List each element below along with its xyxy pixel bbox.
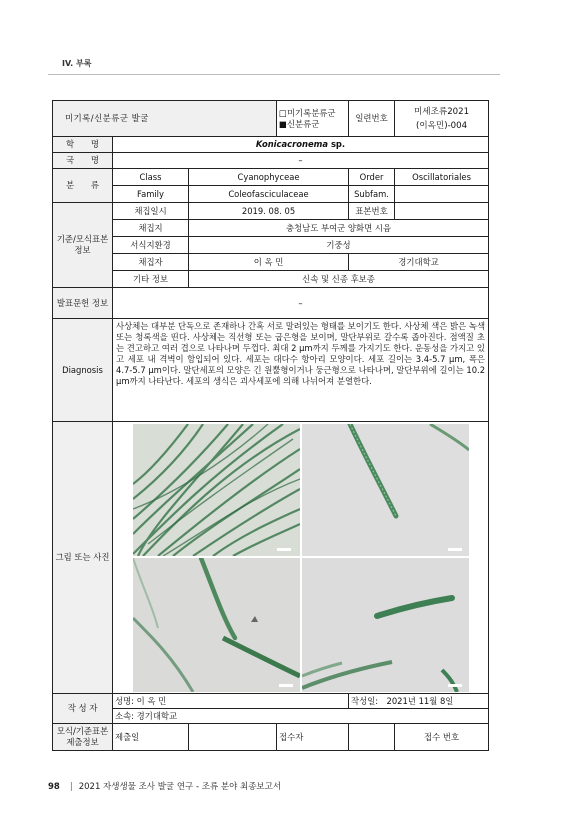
footer-title: 2021 자생생물 조사 발굴 연구 - 조류 분야 최종보고서: [78, 782, 282, 792]
serial-line-2: (이옥민)-004: [415, 120, 468, 131]
serial-label: 일련번호: [349, 101, 395, 137]
collect-site-value: 충청남도 부여군 양화면 시음: [189, 220, 489, 237]
page-footer: [48, 780, 281, 792]
type-checkboxes: [277, 101, 349, 137]
submit-date-value[interactable]: [189, 724, 277, 751]
etc-value: 신속 및 신종 후보종: [189, 271, 489, 288]
serial-line-1: 미세조류2021: [413, 106, 470, 117]
submit-date-label: 제출일: [113, 724, 189, 751]
serial-number: [395, 101, 489, 137]
receipt-no-label: 접수 번호: [395, 724, 489, 751]
collector-label: 채집자: [113, 254, 189, 271]
submit-info-label: 모식/기준표본 제출정보: [53, 724, 113, 751]
form-title: 미기록/신분류군 발굴: [53, 101, 277, 137]
footer-divider: |: [69, 782, 73, 792]
micrograph-panel: [113, 422, 489, 694]
collector-value: 이 옥 민: [189, 254, 349, 271]
sci-name-value: [113, 137, 489, 153]
korean-name-label: 국 명: [53, 153, 113, 169]
collect-date-label: 채집일시: [113, 203, 189, 220]
taxon-report-form: [52, 100, 489, 751]
micrograph-b: [302, 424, 469, 556]
habitat-value: 기중성: [189, 237, 489, 254]
class-value: Cyanophyceae: [189, 169, 349, 186]
class-label: Class: [113, 169, 189, 186]
figure-label: 그림 또는 사진: [53, 422, 113, 694]
etc-label: 기타 정보: [113, 271, 189, 288]
author-name: 성명: 이 옥 민: [113, 694, 349, 709]
specimen-no-label: 표본번호: [349, 203, 395, 220]
sci-name-genus: Konicacronema: [255, 139, 329, 149]
collect-site-label: 채집지: [113, 220, 189, 237]
specimen-no-value: [395, 203, 489, 220]
author-org: 소속: 경기대학교: [113, 709, 489, 724]
family-value: Coleofasciculaceae: [189, 186, 349, 203]
collect-date-value: 2019. 08. 05: [189, 203, 349, 220]
habitat-label: 서식지환경: [113, 237, 189, 254]
order-value: Oscillatoriales: [395, 169, 489, 186]
page-number: 98: [48, 782, 60, 792]
checkbox-new-taxon[interactable]: ■신분류군: [279, 118, 320, 129]
author-date: 작성일: 2021년 11월 8일: [349, 694, 489, 709]
order-label: Order: [349, 169, 395, 186]
diagnosis-text: 사상체는 대부분 단독으로 존재하나 간혹 서로 말려있는 형태를 보이기도 한다. 사상체 색은 밝은 녹색 또는 청록색을 띤다. 사상체는 직선형 또는 굽은형을 보이며, 말단부위로 갈수록 좁아진다. 점액질 초는 견고하고 여러 겹으로 나타나며 두껍다. 최대 2 μm까지 두께를 가지기도 한다. 운동성을 가지고 있고 세포 내 격벽이 함입되어 있다. 세포는 대다수 항아리 모양이다. 세포 길이는 3.4-5.7 μm, 폭은 4.7-5.7 μm이다. 말단세포의 모양은 긴 원뿔형이거나 둥근형으로 나타나며, 말단부위에 길이는 10.2 μm까지 나타난다. 세포의 생식은 괴사세포에 의해 나뉘어져 분열한다.: [113, 319, 489, 422]
literature-value: –: [113, 288, 489, 319]
specimen-info-label: 기준/모식표본 정보: [53, 203, 113, 288]
checkbox-unrecorded[interactable]: □미기록분류군: [279, 107, 336, 118]
section-header: IV. 부록: [62, 59, 92, 68]
korean-name-value: –: [113, 153, 489, 169]
diagnosis-label: Diagnosis: [53, 319, 113, 422]
collector-org: 경기대학교: [349, 254, 489, 271]
literature-label: 발표문헌 정보: [53, 288, 113, 319]
receiver-label: 접수자: [277, 724, 349, 751]
micrograph-c: [133, 558, 300, 692]
micrograph-d: [302, 558, 469, 692]
family-label: Family: [113, 186, 189, 203]
receiver-value[interactable]: [349, 724, 395, 751]
subfam-label: Subfam.: [349, 186, 395, 203]
micrograph-a: [133, 424, 300, 556]
sci-name-label: 학 명: [53, 137, 113, 153]
sci-name-sp: sp.: [328, 139, 346, 149]
author-label: 작 성 자: [53, 694, 113, 724]
header-rule: [48, 74, 500, 75]
taxonomy-label: 분 류: [53, 169, 113, 203]
subfam-value: [395, 186, 489, 203]
